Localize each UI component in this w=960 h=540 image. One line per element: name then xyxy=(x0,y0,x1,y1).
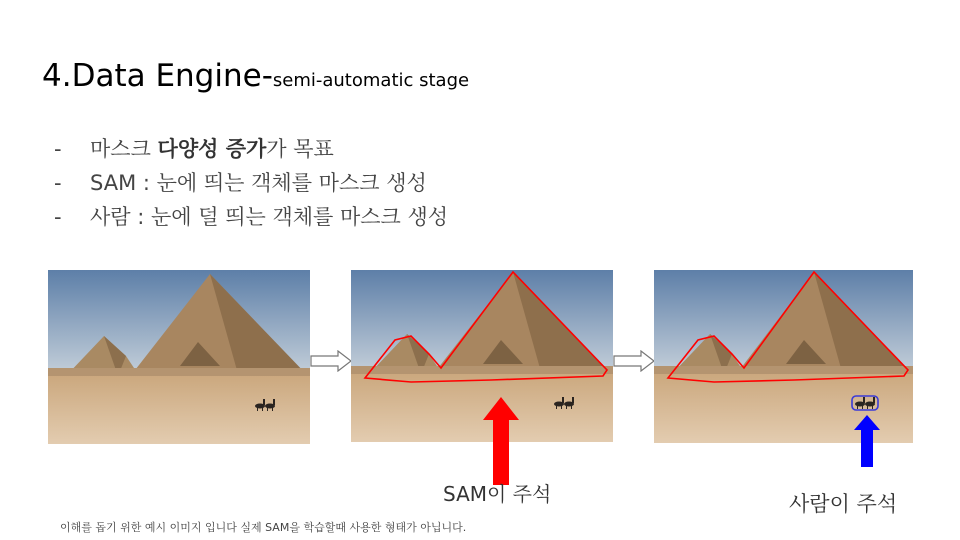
bullet-item xyxy=(54,132,448,166)
slide-title xyxy=(42,58,469,94)
bullet-list xyxy=(54,132,448,234)
bullet-item xyxy=(54,200,448,234)
flow-arrow-right-icon xyxy=(613,350,655,372)
bullet-text: 사람 : 눈에 덜 띄는 객체를 마스크 생성 xyxy=(90,205,449,229)
flow-arrow-right-icon xyxy=(310,350,352,372)
person-annotation-arrow-icon xyxy=(853,414,881,468)
bullet-text-bold: 다양성 증가 xyxy=(157,137,267,161)
sam-arrow-shape xyxy=(483,397,519,485)
sam-annotation-arrow-icon xyxy=(482,396,520,486)
title-main: 4.Data Engine- xyxy=(42,58,273,94)
title-subtitle: semi-automatic stage xyxy=(272,70,470,91)
bullet-item xyxy=(54,166,448,200)
bullet-text-pre: 마스크 xyxy=(90,137,158,161)
sam-annotation-label: SAM이 주석 xyxy=(443,482,552,506)
bullet-text: SAM : 눈에 띄는 객체를 마스크 생성 xyxy=(90,171,427,195)
person-annotation-label: 사람이 주석 xyxy=(789,492,898,516)
bullet-dash: - xyxy=(54,137,62,161)
bullet-dash: - xyxy=(54,171,62,195)
footnote: 이해를 돕기 위한 예시 이미지 입니다 실제 SAM을 학습할때 사용한 형태가 아닙니다. xyxy=(60,521,467,534)
person-arrow-shape xyxy=(854,415,880,467)
pyramid-image-original xyxy=(48,270,310,444)
bullet-dash: - xyxy=(54,205,62,229)
bullet-text-post: 가 목표 xyxy=(266,137,334,161)
